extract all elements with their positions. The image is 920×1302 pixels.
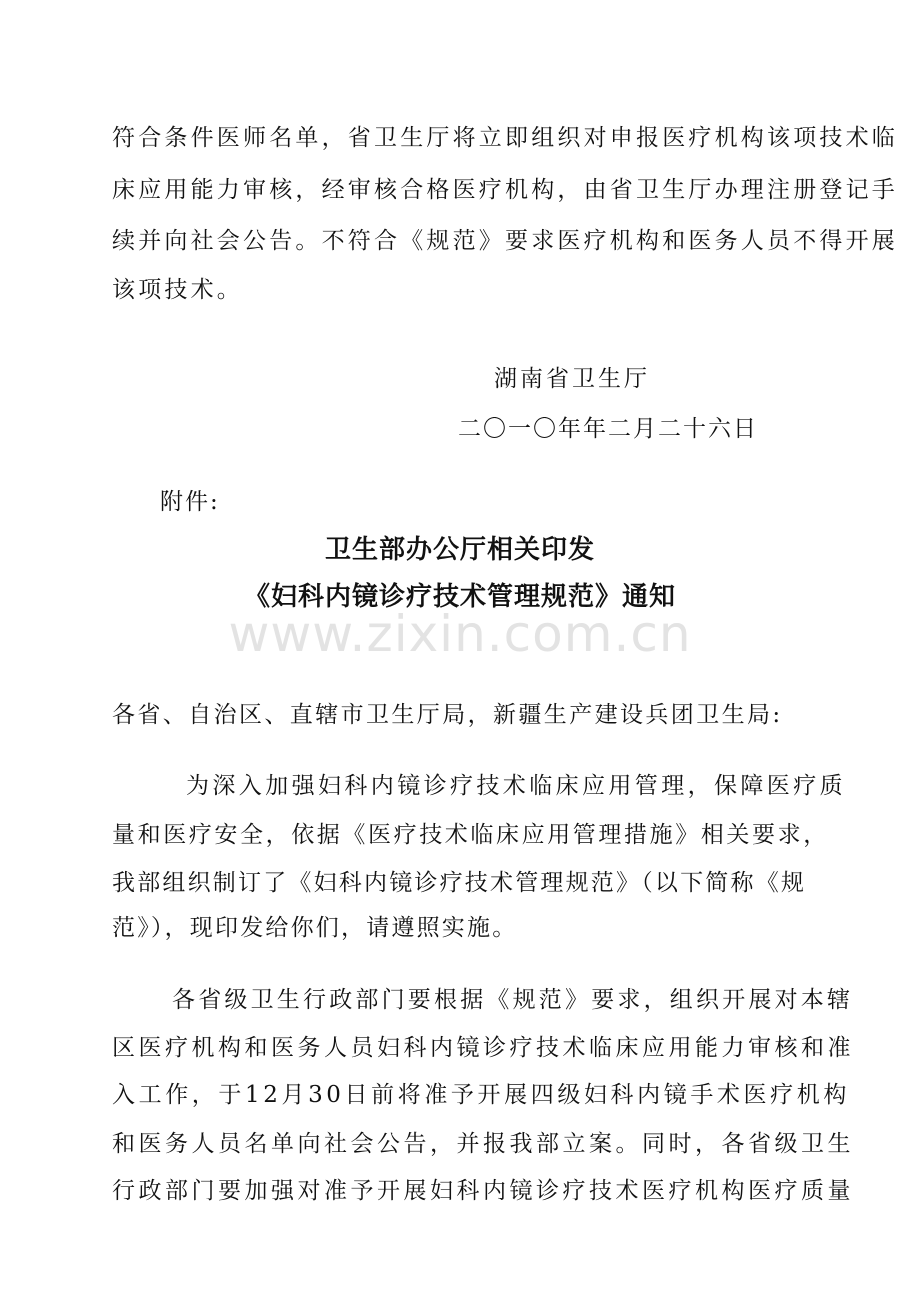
text-line: 续并向社会公告。不符合《规范》要求医疗机构和医务人员不得开展 [112, 228, 898, 254]
text-line: 符合条件医师名单，省卫生厅将立即组织对申报医疗机构该项技术临 [112, 125, 898, 151]
text-line: 入工作，于12月30日前将准予开展四级妇科内镜手术医疗机构 [112, 1082, 850, 1108]
text-line: 各省级卫生行政部门要根据《规范》要求，组织开展对本辖 [172, 987, 854, 1013]
text-line: 床应用能力审核，经审核合格医疗机构，由省卫生厅办理注册登记手 [112, 177, 898, 203]
attachment-label: 附件: [160, 489, 220, 515]
text-line: 我部组织制订了《妇科内镜诊疗技术管理规范》（以下简称《规 [112, 870, 807, 896]
text-line: 量和医疗安全，依据《医疗技术临床应用管理措施》相关要求， [112, 822, 829, 848]
title-line-1: 卫生部办公厅相关印发 [324, 535, 595, 565]
addressee: 各省、自治区、直辖市卫生厅局，新疆生产建设兵团卫生局: [112, 702, 783, 728]
watermark: www.zixin.com.cn [228, 605, 692, 663]
signature-date: 二〇一〇年年二月二十六日 [458, 416, 758, 442]
text-line: 为深入加强妇科内镜诊疗技术临床应用管理，保障医疗质 [186, 773, 846, 799]
text-line: 行政部门要加强对准予开展妇科内镜诊疗技术医疗机构医疗质量 [112, 1178, 854, 1204]
text-line: 和医务人员名单向社会公告，并报我部立案。同时，各省级卫生 [112, 1131, 854, 1157]
text-line: 范》），现印发给你们，请遵照实施。 [112, 915, 518, 941]
signature-org: 湖南省卫生厅 [494, 366, 650, 392]
text-line: 区医疗机构和医务人员妇科内镜诊疗技术临床应用能力审核和准 [112, 1035, 854, 1061]
text-line: 该项技术。 [112, 277, 243, 303]
title-line-2: 《妇科内镜诊疗技术管理规范》通知 [243, 582, 676, 612]
